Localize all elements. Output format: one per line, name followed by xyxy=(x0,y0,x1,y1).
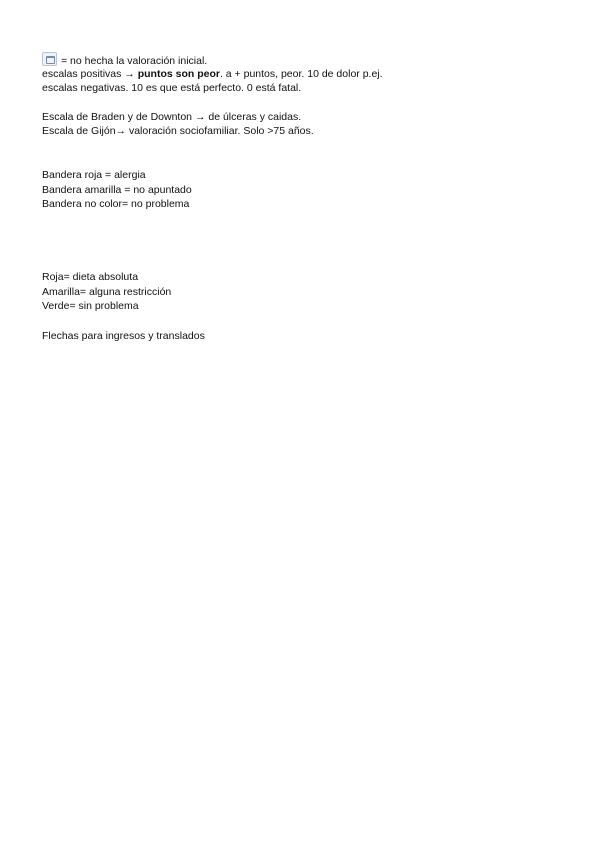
diet-green-line: Verde= sin problema xyxy=(42,300,139,312)
braden-text: Escala de Braden y de Downton xyxy=(42,111,195,123)
arrow-glyph: → xyxy=(194,111,206,123)
flag-nocolor-line: Bandera no color= no problema xyxy=(42,198,190,210)
flag-red-line: Bandera roja = alergia xyxy=(42,169,146,181)
initial-assessment-line xyxy=(32,52,207,68)
positive-scales-text: escalas positivas xyxy=(42,68,125,80)
flag-yellow-line: Bandera amarilla = no apuntado xyxy=(42,184,192,196)
arrow-glyph: → xyxy=(124,68,135,80)
arrow-glyph: → xyxy=(115,125,127,137)
braden-rest: de úlceras y caidas. xyxy=(205,111,302,123)
positive-scales-rest: . a + puntos, peor. 10 de dolor p.ej. xyxy=(219,68,383,80)
gijon-rest: valoración sociofamiliar. Solo >75 años. xyxy=(126,125,314,137)
positive-scales-line xyxy=(42,67,383,81)
arrows-note-line: Flechas para ingresos y translados xyxy=(42,330,205,342)
braden-downton-line xyxy=(42,110,301,124)
positive-scales-bold: puntos son peor xyxy=(137,68,220,80)
calendar-icon xyxy=(42,52,57,66)
gijon-text: Escala de Gijón xyxy=(42,125,116,137)
diet-yellow-line: Amarilla= alguna restricción xyxy=(42,286,172,298)
negative-scales-line: escalas negativas. 10 es que está perfecto. 0 está fatal. xyxy=(42,82,302,94)
gijon-line xyxy=(42,124,314,138)
initial-assessment-text: = no hecha la valoración inicial. xyxy=(61,55,208,67)
diet-red-line: Roja= dieta absoluta xyxy=(42,271,139,283)
